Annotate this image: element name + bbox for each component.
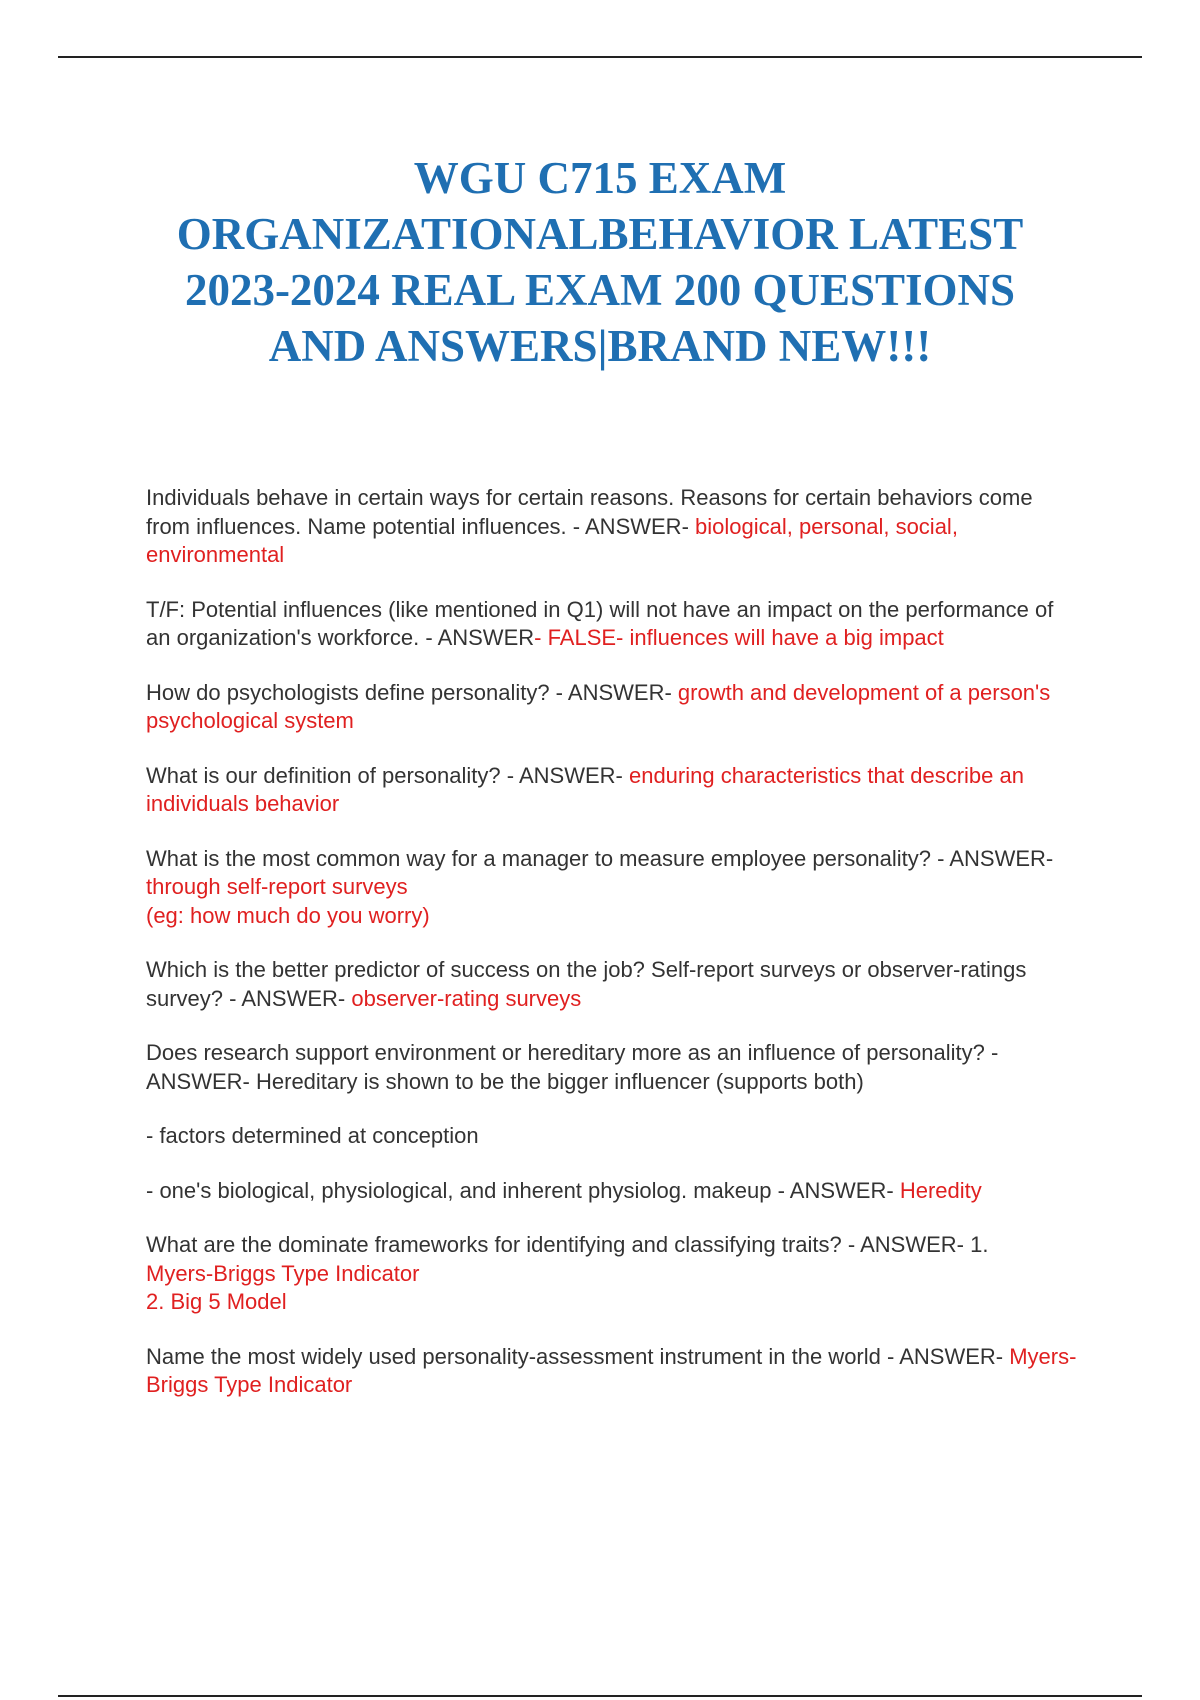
answer-text: through self-report surveys [146,874,408,899]
answer-text: - FALSE- influences will have a big impact [534,625,944,650]
answer-text: biological, personal, social, environmental [146,513,958,567]
question-text: Which is the better predictor of success on the job? Self-report surveys or observer-ratings survey? - ANSWER- [146,957,1027,1011]
qa-item-6 [146,956,1082,1013]
qa-item-8 [146,1122,1082,1151]
question-text: - one's biological, physiological, and inherent physiolog. makeup - ANSWER- [146,1177,894,1203]
document-title: WGU C715 EXAM ORGANIZATIONALBEHAVIOR LATEST 2023-2024 REAL EXAM 200 QUESTIONS AND ANSWERS|BRAND NEW!!! [176,153,1024,371]
qa-item-1 [146,484,1082,570]
qa-item-11 [146,1343,1082,1400]
question-text: - factors determined at conception [146,1123,479,1148]
answer-text-line-1: Myers-Briggs Type Indicator [146,1260,420,1286]
question-text: What is our definition of personality? - ANSWER- [146,762,623,788]
question-text: Individuals behave in certain ways for certain reasons. Reasons for certain behaviors come from influences. Name potential influences. - ANSWER- [146,485,1033,539]
qa-item-7 [146,1039,1082,1096]
top-rule [58,56,1142,58]
question-text: T/F: Potential influences (like mentioned in Q1) will not have an impact on the performance of an organization's workforce. - ANSWER [146,596,1054,650]
answer-text: Myers-Briggs Type Indicator [146,1343,1077,1397]
question-text: Name the most widely used personality-assessment instrument in the world - ANSWER- [146,1343,1004,1369]
answer-text-line-2: (eg: how much do you worry) [146,902,430,928]
answer-text: Heredity [893,1177,982,1203]
qa-item-2 [146,596,1082,653]
question-text: What is the most common way for a manager to measure employee personality? - ANSWER- [146,845,1054,871]
qa-item-10 [146,1231,1082,1317]
bottom-rule [58,1695,1142,1697]
answer-text: observer-rating surveys [345,985,582,1011]
question-text: Does research support environment or hereditary more as an influence of personality? - ANSWER- Hereditary is shown to be the bigger influencer (supports both) [146,1040,999,1094]
qa-item-3 [146,679,1082,736]
qa-item-5 [146,845,1082,931]
answer-text-line-2: 2. Big 5 Model [146,1289,287,1314]
question-text: What are the dominate frameworks for identifying and classifying traits? - ANSWER- 1. [146,1232,989,1257]
answer-text: enduring characteristics that describe an individuals behavior [146,762,1024,816]
question-text: How do psychologists define personality? - ANSWER- [146,679,672,705]
qa-list [146,484,1082,1426]
answer-text: growth and development of a person's psychological system [146,679,1051,733]
qa-item-9 [146,1177,1082,1206]
qa-item-4 [146,762,1082,819]
